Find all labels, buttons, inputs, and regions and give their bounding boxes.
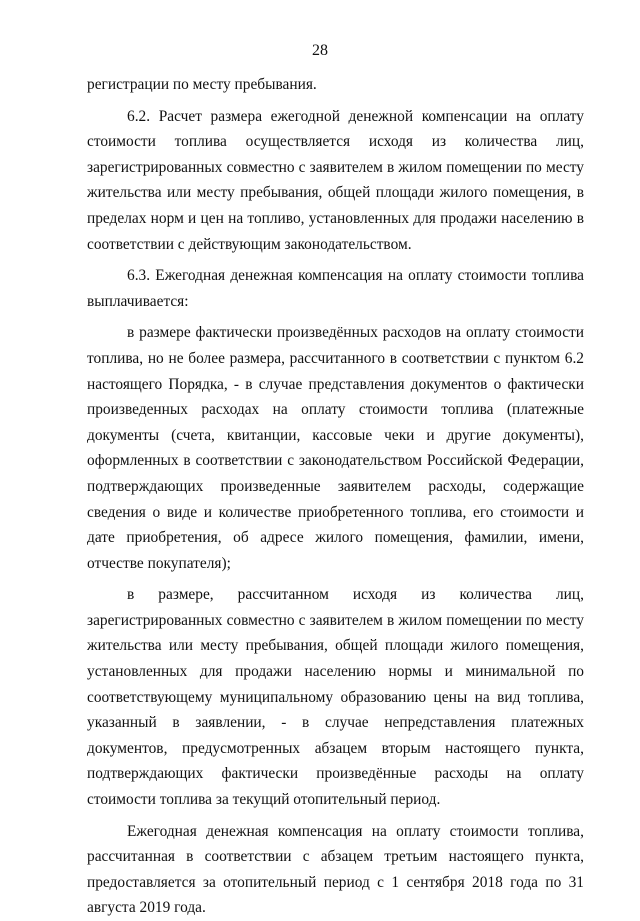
paragraph-annual-compensation: Ежегодная денежная компенсация на оплату стоимости топлива, рассчитанная в соответствии с абзацем третьим настоящего пункта, предоставляется за отопительный период с 1 сентября 2018 года по 31 августа 2019 года. xyxy=(87,822,584,917)
paragraph-6-3: 6.3. Ежегодная денежная компенсация на оплату стоимости топлива выплачивается: xyxy=(87,267,584,310)
document-body xyxy=(87,72,584,921)
paragraph-continuation: регистрации по месту пребывания. xyxy=(87,76,317,93)
paragraph-actual-expenses: в размере фактически произведённых расходов на оплату стоимости топлива, но не более размера, рассчитанного в соответствии с пунктом 6.2 настоящего Порядка, - в случае представления документов о фактически произведенных расходах на оплату стоимости топлива (платежные документы (счета, квитанции, кассовые чеки и другие документы), оформленных в соответствии с законодательством Российской Федерации, подтверждающих произведенные заявителем расходы, содержащие сведения о виде и количестве приобретенного топлива, его стоимости и дате приобретения, об адресе жилого помещения, фамилии, имени, отчестве покупателя); xyxy=(87,324,584,572)
paragraph-calculated-amount: в размере, рассчитанном исходя из количества лиц, зарегистрированных совместно с заявителем в жилом помещении по месту жительства или месту пребывания, общей площади жилого помещения, установленных для продажи населению нормы и минимальной по соответствующему муниципальному образованию цены на вид топлива, указанный в заявлении, - в случае непредставления платежных документов, предусмотренных абзацем вторым настоящего пункта, подтверждающих фактически произведённые расходы на оплату стоимости топлива за текущий отопительный период. xyxy=(87,586,584,809)
paragraph-6-2: 6.2. Расчет размера ежегодной денежной компенсации на оплату стоимости топлива осуществляется исходя из количества лиц, зарегистрированных совместно с заявителем в жилом помещении по месту жительства или месту пребывания, общей площади жилого помещения, в пределах норм и цен на топливо, установленных для продажи населению в соответствии с действующим законодательством. xyxy=(87,107,584,253)
page-number: 28 xyxy=(312,42,328,59)
